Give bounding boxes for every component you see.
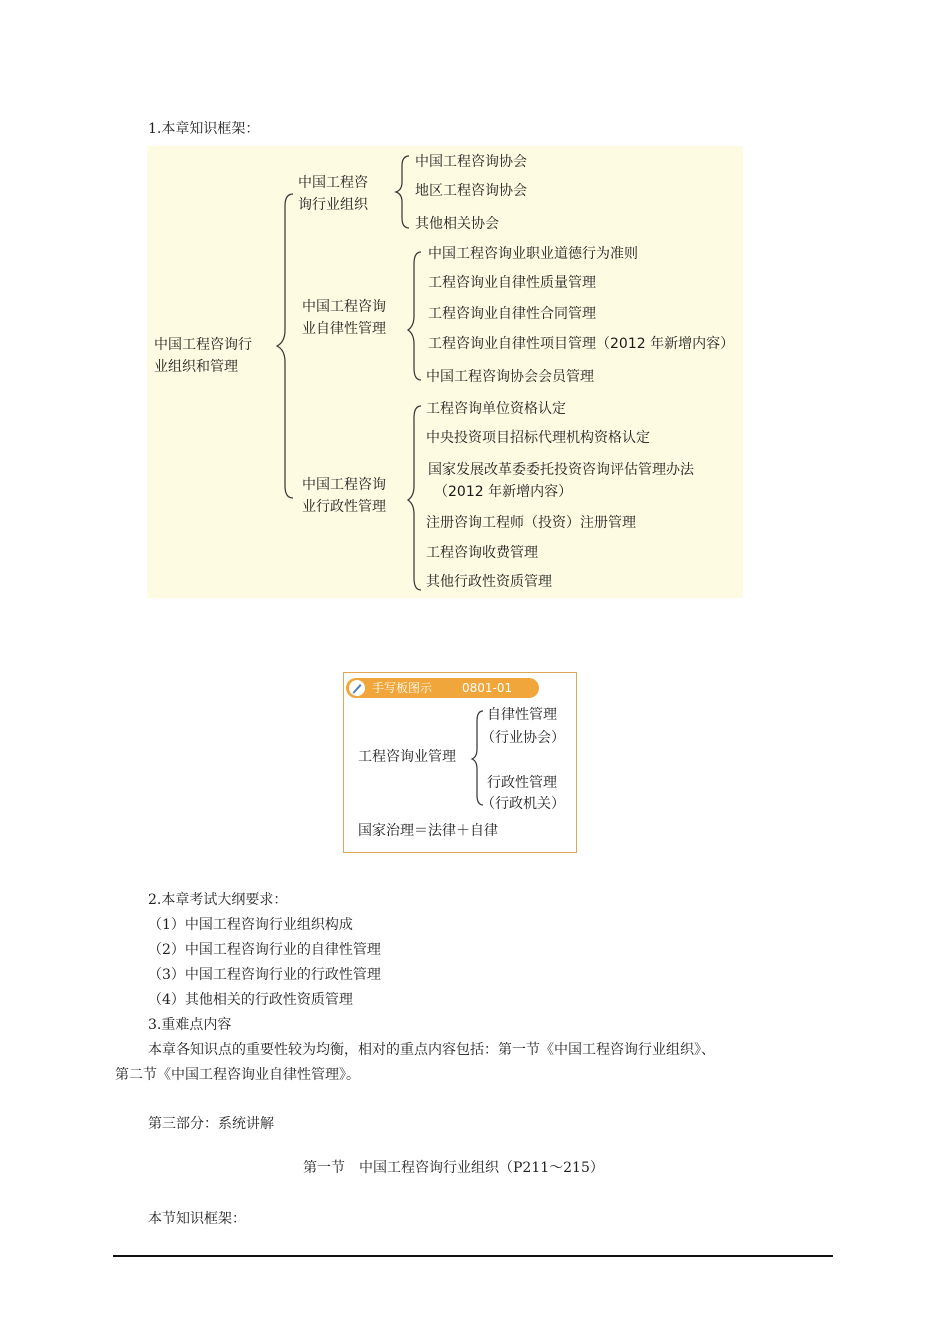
list-item: （3）中国工程咨询行业的行政性管理: [148, 967, 381, 983]
section-title: 第一节 中国工程咨询行业组织（P211～215）: [303, 1160, 604, 1176]
handwriting-board: [343, 672, 577, 853]
list-item: 工程咨询业自律性合同管理: [428, 306, 596, 322]
list-item: 其他行政性资质管理: [426, 574, 552, 590]
keypoints-paragraph-line1: 本章各知识点的重要性较为均衡，相对的重点内容包括：第一节《中国工程咨询行业组织》、: [148, 1042, 715, 1058]
knowledge-framework-diagram: [147, 146, 743, 598]
list-item: 中央投资项目招标代理机构资格认定: [426, 430, 650, 446]
page-bottom-rule: [113, 1255, 833, 1257]
list-item: 其他相关协会: [415, 216, 499, 232]
list-item: （4）其他相关的行政性资质管理: [148, 992, 353, 1008]
board-right1: 自律性管理: [487, 707, 557, 723]
board-right2: 行政性管理: [487, 775, 557, 791]
list-item: （1）中国工程咨询行业组织构成: [148, 917, 353, 933]
exam-outline-heading: 2.本章考试大纲要求：: [148, 892, 288, 908]
board-tag-code: 0801-01: [462, 681, 513, 695]
list-item: 工程咨询业自律性质量管理: [428, 275, 596, 291]
board-formula: 国家治理＝法律＋自律: [358, 823, 498, 839]
keypoints-paragraph-line2: 第二节《中国工程咨询业自律性管理》。: [115, 1067, 360, 1083]
part-title: 第三部分：系统讲解: [148, 1116, 274, 1132]
section-framework-heading: 本节知识框架：: [148, 1211, 246, 1227]
list-item: 中国工程咨询协会会员管理: [426, 369, 594, 385]
board-tag-label: 手写板图示: [372, 681, 433, 695]
list-item: （2）中国工程咨询行业的自律性管理: [148, 942, 381, 958]
branch-self-regulation: 中国工程咨询 业自律性管理: [302, 299, 386, 337]
board-left: 工程咨询业管理: [358, 749, 456, 765]
keypoints-heading: 3.重难点内容: [148, 1017, 232, 1033]
root-node: 中国工程咨询行 业组织和管理: [154, 337, 252, 375]
list-item: 地区工程咨询协会: [415, 183, 527, 199]
list-item: 国家发展改革委委托投资咨询评估管理办法: [428, 462, 694, 478]
list-item: 中国工程咨询协会: [415, 154, 527, 170]
branch-administrative: 中国工程咨询 业行政性管理: [302, 477, 386, 515]
board-right1-sub: （行业协会）: [481, 730, 565, 746]
chapter-framework-heading: 1.本章知识框架：: [148, 121, 260, 137]
list-item: （2012 年新增内容）: [434, 484, 573, 500]
list-item: 工程咨询单位资格认定: [426, 401, 566, 417]
list-item: 注册咨询工程师（投资）注册管理: [426, 515, 636, 531]
branch-industry-organization: 中国工程咨 询行业组织: [298, 175, 368, 213]
list-item: 工程咨询收费管理: [426, 545, 538, 561]
list-item: 中国工程咨询业职业道德行为准则: [428, 246, 638, 262]
list-item: 工程咨询业自律性项目管理（2012 年新增内容）: [428, 336, 735, 352]
board-right2-sub: （行政机关）: [481, 796, 565, 812]
